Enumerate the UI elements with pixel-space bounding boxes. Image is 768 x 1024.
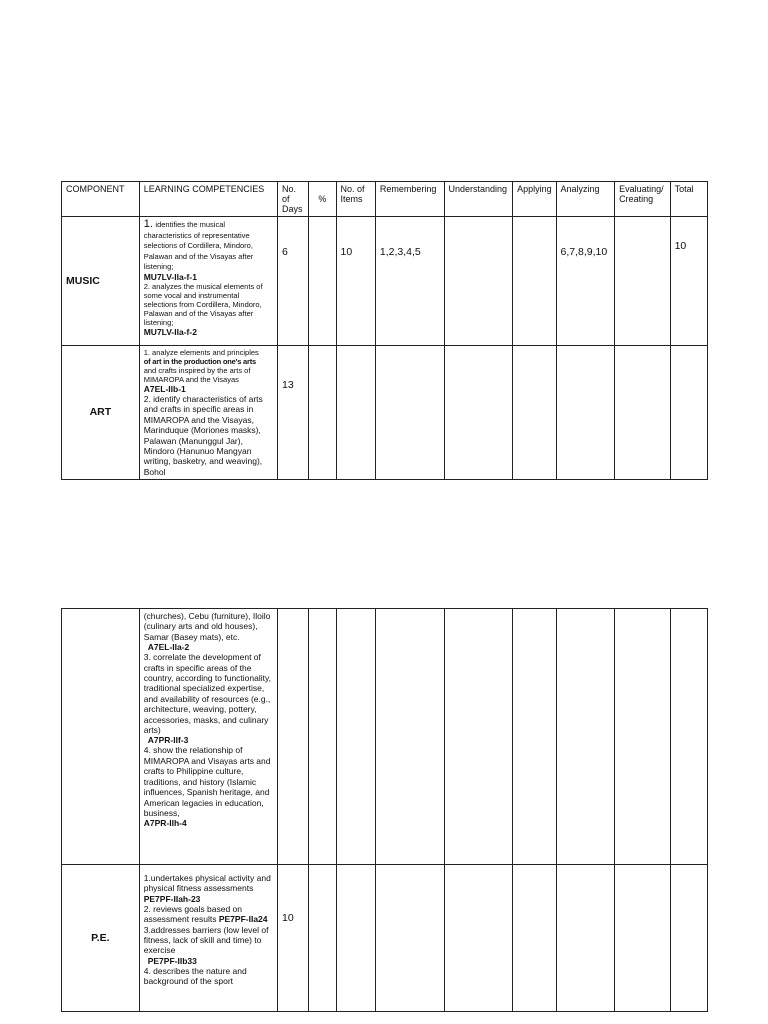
art-items	[336, 346, 375, 480]
music-days: 6	[278, 217, 309, 346]
art-remembering	[375, 346, 444, 480]
music-items: 10	[336, 217, 375, 346]
header-learning-competencies: LEARNING COMPETENCIES	[139, 182, 277, 217]
art-comp1-text-a: 1. analyze elements and principles	[143, 348, 259, 357]
competencies-art-continued	[139, 609, 277, 865]
pe-total	[670, 865, 707, 1012]
component-art: ART	[62, 346, 140, 480]
art-comp1-text-c: and crafts inspired by the arts of MIMAROPA and the Visayas	[143, 366, 251, 384]
header-evaluating-creating: Evaluating/ Creating	[615, 182, 671, 217]
pe-analyzing	[556, 865, 615, 1012]
art-comp3-text: 3. correlate the development of crafts in specific areas of the country, according to functionality, traditional specialized expertise, and availability of resources (e.g., architecture, weaving, pottery, accessories, masks, and culinary arts)	[143, 652, 271, 736]
table-row-art-continued	[62, 609, 708, 865]
table-header-row	[62, 182, 708, 217]
pe-comp2-code: PE7PF-IIa24	[218, 914, 268, 925]
tos-table-top	[61, 181, 708, 480]
art-cont-evaluating	[615, 609, 671, 865]
tos-table-bottom	[61, 608, 708, 1012]
header-total: Total	[670, 182, 707, 217]
art-cont-applying	[513, 609, 556, 865]
pe-understanding	[444, 865, 513, 1012]
music-comp2-text: 2. analyzes the musical elements of some vocal and instrumental selections from Cordillera, Mindoro, Palawan and of the Visayas after listening;	[143, 281, 263, 327]
art-comp4-text: 4. show the relationship of MIMAROPA and Visayas arts and crafts to Philippine culture, traditions, and history (Islamic influences, Spanish heritage, and American legacies in education, business,	[143, 745, 271, 818]
art-total	[670, 346, 707, 480]
music-percent	[309, 217, 336, 346]
table-row-pe	[62, 865, 708, 1012]
music-comp2-code: MU7LV-IIa-f-2	[143, 326, 197, 337]
music-understanding	[444, 217, 513, 346]
header-applying: Applying	[513, 182, 556, 217]
music-analyzing: 6,7,8,9,10	[556, 217, 615, 346]
music-total: 10	[670, 217, 707, 346]
header-component: COMPONENT	[62, 182, 140, 217]
art-cont-total	[670, 609, 707, 865]
pe-remembering	[375, 865, 444, 1012]
art-understanding	[444, 346, 513, 480]
art-comp2-text: 2. identify characteristics of arts and crafts in specific areas in MIMAROPA and the Visayas, Marinduque (Moriones masks), Palawan (Manunggul Jar), Mindoro (Hanunuo Mangyan writing, basketry, and weaving), Bohol	[143, 394, 263, 477]
art-comp2-code: A7EL-IIa-2	[147, 642, 190, 653]
art-cont-days	[278, 609, 309, 865]
art-cont-understanding	[444, 609, 513, 865]
competencies-music	[139, 217, 277, 346]
component-music: MUSIC	[62, 217, 140, 346]
art-comp2-continued: (churches), Cebu (furniture), Iloilo (culinary arts and old houses), Samar (Basey mats), etc.	[143, 611, 271, 642]
pe-applying	[513, 865, 556, 1012]
music-remembering: 1,2,3,4,5	[375, 217, 444, 346]
art-cont-items	[336, 609, 375, 865]
music-applying	[513, 217, 556, 346]
header-analyzing: Analyzing	[556, 182, 615, 217]
pe-comp2-text: 2. reviews goals based on assessment results	[143, 903, 242, 925]
pe-items	[336, 865, 375, 1012]
art-comp4-code: A7PR-IIh-4	[143, 818, 187, 829]
art-comp1-text-b: of art in the production one's arts	[143, 357, 257, 366]
competencies-art	[139, 346, 277, 480]
header-percent: %	[309, 182, 336, 217]
pe-comp3-code: PE7PF-IIb33	[147, 955, 197, 966]
music-comp1-number: 1.	[143, 218, 153, 230]
art-percent	[309, 346, 336, 480]
header-remembering: Remembering	[375, 182, 444, 217]
pe-evaluating	[615, 865, 671, 1012]
header-no-of-items: No. of Items	[336, 182, 375, 217]
pe-comp1-text: 1.undertakes physical activity and physical fitness assessments	[143, 873, 271, 894]
art-comp3-code: A7PR-IIf-3	[147, 735, 189, 746]
art-evaluating	[615, 346, 671, 480]
component-art-continued	[62, 609, 140, 865]
component-pe: P.E.	[62, 865, 140, 1012]
art-cont-remembering	[375, 609, 444, 865]
table-row-music	[62, 217, 708, 346]
pe-comp1-code: PE7PF-IIah-23	[143, 893, 201, 904]
competencies-pe	[139, 865, 277, 1012]
art-days: 13	[278, 346, 309, 480]
music-comp1-text: identifies the musical characteristics of representative selections of Cordillera, Mindoro, Palawan and of the Visayas after listening;	[143, 220, 254, 271]
art-cont-analyzing	[556, 609, 615, 865]
art-analyzing	[556, 346, 615, 480]
pe-comp3-text: 3.addresses barriers (low level of fitness, lack of skill and time) to exercise	[143, 924, 269, 956]
pe-percent	[309, 865, 336, 1012]
header-understanding: Understanding	[444, 182, 513, 217]
pe-comp4-text: 4. describes the nature and background of the sport	[143, 965, 247, 987]
art-applying	[513, 346, 556, 480]
music-comp1-code: MU7LV-IIa-f-1	[143, 271, 197, 282]
art-cont-percent	[309, 609, 336, 865]
music-evaluating	[615, 217, 671, 346]
pe-days: 10	[278, 865, 309, 1012]
art-comp1-code: A7EL-IIb-1	[143, 384, 186, 394]
header-no-of-days: No. of Days	[278, 182, 309, 217]
table-row-art	[62, 346, 708, 480]
